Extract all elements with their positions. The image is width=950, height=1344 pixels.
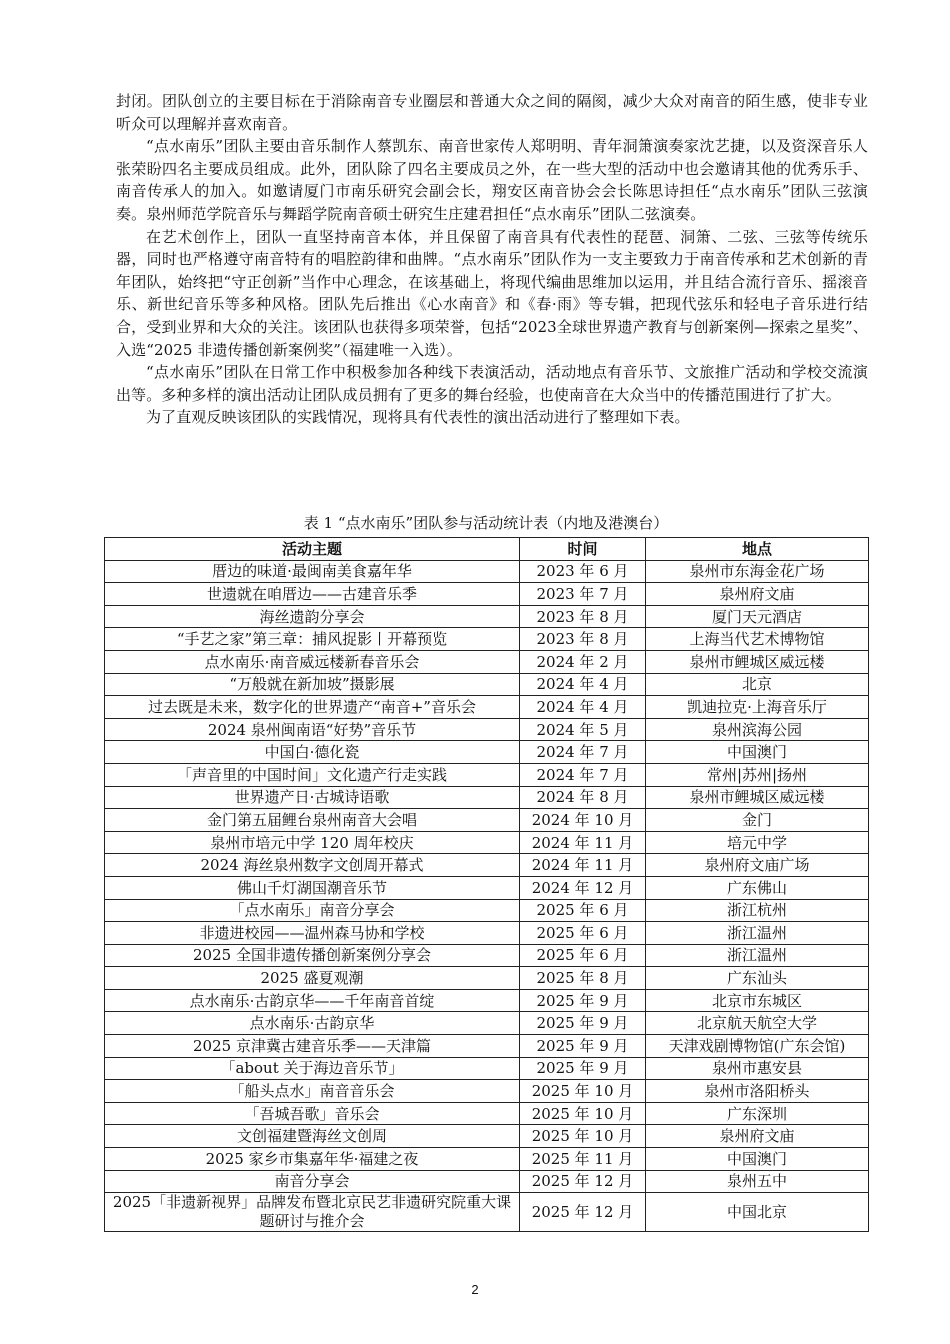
activity-cell: 「点水南乐」南音分享会: [105, 899, 520, 922]
paragraph: “点水南乐”团队主要由音乐制作人蔡凯东、南音世家传人郑明明、青年洞箫演奏家沈艺捷，以及资深音乐人张荣盼四名主要成员组成。此外，团队除了四名主要成员之外，在一些大型的活动中也会邀请其他的优秀乐手、南音传承人的加入。如邀请厦门市南乐研究会副会长，翔安区南音协会会长陈思诗担任“点水南乐”团队三弦演奏。泉州师范学院音乐与舞蹈学院南音硕士研究生庄建君担任“点水南乐”团队二弦演奏。: [116, 137, 868, 223]
activity-cell: 世遗就在咱厝边——古建音乐季: [105, 583, 520, 606]
activity-cell: 2025 全国非遗传播创新案例分享会: [105, 944, 520, 967]
time-cell: 2025 年 12 月: [520, 1170, 646, 1193]
paragraph: 为了直观反映该团队的实践情况，现将具有代表性的演出活动进行了整理如下表。: [146, 408, 690, 427]
time-cell: 2025 年 9 月: [520, 1012, 646, 1035]
table-row: [105, 628, 869, 651]
location-cell: 浙江温州: [646, 922, 869, 945]
header-time: 时间: [520, 538, 646, 561]
table-body: [105, 560, 869, 1232]
activity-cell: 2025 家乡市集嘉年华·福建之夜: [105, 1148, 520, 1171]
activity-cell: 过去既是未来，数字化的世界遗产“南音+”音乐会: [105, 696, 520, 719]
activity-cell: 2024 海丝泉州数字文创周开幕式: [105, 854, 520, 877]
time-cell: 2024 年 7 月: [520, 741, 646, 764]
table-header-row: [105, 538, 869, 561]
activity-cell: 文创福建暨海丝文创周: [105, 1125, 520, 1148]
table-row: [105, 876, 869, 899]
time-cell: 2025 年 6 月: [520, 944, 646, 967]
activity-cell: 2024 泉州闽南语“好势”音乐节: [105, 718, 520, 741]
table-row: [105, 718, 869, 741]
time-cell: 2025 年 9 月: [520, 1057, 646, 1080]
activity-cell: “万般就在新加坡”摄影展: [105, 673, 520, 696]
activity-cell: 厝边的味道·最闽南美食嘉年华: [105, 560, 520, 583]
location-cell: 中国澳门: [646, 1148, 869, 1171]
time-cell: 2024 年 4 月: [520, 673, 646, 696]
location-cell: 广东汕头: [646, 967, 869, 990]
time-cell: 2024 年 4 月: [520, 696, 646, 719]
table-row: [105, 763, 869, 786]
table-row: [105, 1125, 869, 1148]
location-cell: 浙江杭州: [646, 899, 869, 922]
activity-cell: 中国白·德化瓷: [105, 741, 520, 764]
location-cell: 上海当代艺术博物馆: [646, 628, 869, 651]
location-cell: 培元中学: [646, 831, 869, 854]
table-caption: 表 1 “点水南乐”团队参与活动统计表（内地及港澳台）: [303, 514, 669, 532]
table-row: [105, 809, 869, 832]
activity-cell: 「吾城吾歌」音乐会: [105, 1102, 520, 1125]
time-cell: 2025 年 9 月: [520, 1035, 646, 1058]
activity-cell: 佛山千灯湖国潮音乐节: [105, 876, 520, 899]
time-cell: 2024 年 11 月: [520, 854, 646, 877]
body-text: [116, 90, 868, 429]
time-cell: 2025 年 12 月: [520, 1193, 646, 1232]
time-cell: 2024 年 7 月: [520, 763, 646, 786]
time-cell: 2025 年 9 月: [520, 989, 646, 1012]
table-row: [105, 560, 869, 583]
location-cell: 北京航天航空大学: [646, 1012, 869, 1035]
table-row: [105, 583, 869, 606]
time-cell: 2025 年 8 月: [520, 967, 646, 990]
header-activity: 活动主题: [105, 538, 520, 561]
location-cell: 泉州市鲤城区威远楼: [646, 786, 869, 809]
time-cell: 2024 年 8 月: [520, 786, 646, 809]
time-cell: 2025 年 11 月: [520, 1148, 646, 1171]
location-cell: 泉州滨海公园: [646, 718, 869, 741]
table-row: [105, 944, 869, 967]
table-row: [105, 1148, 869, 1171]
activity-cell: 泉州市培元中学 120 周年校庆: [105, 831, 520, 854]
location-cell: 厦门天元酒店: [646, 605, 869, 628]
time-cell: 2023 年 8 月: [520, 605, 646, 628]
activity-cell: “手艺之家”第三章：捕风捉影丨开幕预览: [105, 628, 520, 651]
location-cell: 泉州市惠安县: [646, 1057, 869, 1080]
table-row: [105, 605, 869, 628]
time-cell: 2025 年 10 月: [520, 1080, 646, 1103]
time-cell: 2023 年 7 月: [520, 583, 646, 606]
location-cell: 泉州五中: [646, 1170, 869, 1193]
table-row: [105, 967, 869, 990]
table-row: [105, 1012, 869, 1035]
time-cell: 2024 年 11 月: [520, 831, 646, 854]
location-cell: 金门: [646, 809, 869, 832]
activity-cell: 「船头点水」南音音乐会: [105, 1080, 520, 1103]
location-cell: 浙江温州: [646, 944, 869, 967]
paragraph: 封闭。团队创立的主要目标在于消除南音专业圈层和普通大众之间的隔阂，减少大众对南音的陌生感，使非专业听众可以理解并喜欢南音。: [116, 92, 868, 133]
activity-cell: 点水南乐·南音威远楼新春音乐会: [105, 650, 520, 673]
activity-cell: 点水南乐·古韵京华——千年南音首绽: [105, 989, 520, 1012]
activity-cell: 南音分享会: [105, 1170, 520, 1193]
table-row: [105, 1170, 869, 1193]
location-cell: 泉州府文庙广场: [646, 854, 869, 877]
page-number: 2: [471, 1282, 479, 1297]
table-row: [105, 1193, 869, 1232]
time-cell: 2024 年 10 月: [520, 809, 646, 832]
location-cell: 泉州市鲤城区威远楼: [646, 650, 869, 673]
activity-cell: 点水南乐·古韵京华: [105, 1012, 520, 1035]
table-row: [105, 696, 869, 719]
location-cell: 常州|苏州|扬州: [646, 763, 869, 786]
location-cell: 天津戏剧博物馆(广东会馆): [646, 1035, 869, 1058]
location-cell: 泉州市东海金花广场: [646, 560, 869, 583]
activity-cell: 金门第五届鲤台泉州南音大会唱: [105, 809, 520, 832]
location-cell: 中国澳门: [646, 741, 869, 764]
table-row: [105, 854, 869, 877]
activity-cell: 世界遗产日·古城诗语歌: [105, 786, 520, 809]
time-cell: 2023 年 8 月: [520, 628, 646, 651]
table-row: [105, 786, 869, 809]
table-row: [105, 741, 869, 764]
time-cell: 2025 年 10 月: [520, 1102, 646, 1125]
location-cell: 广东深圳: [646, 1102, 869, 1125]
activity-cell: 海丝遗韵分享会: [105, 605, 520, 628]
activity-cell: 2025 盛夏观潮: [105, 967, 520, 990]
time-cell: 2023 年 6 月: [520, 560, 646, 583]
activity-cell: 2025 京津冀古建音乐季——天津篇: [105, 1035, 520, 1058]
activity-cell: 非遗进校园——温州森马协和学校: [105, 922, 520, 945]
header-location: 地点: [646, 538, 869, 561]
table-row: [105, 899, 869, 922]
table-row: [105, 1080, 869, 1103]
table-row: [105, 1035, 869, 1058]
time-cell: 2025 年 6 月: [520, 899, 646, 922]
time-cell: 2024 年 12 月: [520, 876, 646, 899]
table-row: [105, 1102, 869, 1125]
table-row: [105, 922, 869, 945]
table-row: [105, 1057, 869, 1080]
location-cell: 泉州市洛阳桥头: [646, 1080, 869, 1103]
activity-cell: 2025「非遗新视界」品牌发布暨北京民艺非遗研究院重大课题研讨与推介会: [105, 1193, 520, 1232]
paragraph: “点水南乐”团队在日常工作中积极参加各种线下表演活动，活动地点有音乐节、文旅推广活动和学校交流演出等。多种多样的演出活动让团队成员拥有了更多的舞台经验，也使南音在大众当中的传播范围进行了扩大。: [116, 363, 868, 404]
activity-cell: 「about 关于海边音乐节」: [105, 1057, 520, 1080]
paragraph: 在艺术创作上，团队一直坚持南音本体，并且保留了南音具有代表性的琵琶、洞箫、二弦、三弦等传统乐器，同时也严格遵守南音特有的唱腔韵律和曲牌。“点水南乐”团队作为一支主要致力于南音传承和艺术创新的青年团队，始终把“守正创新”当作中心理念，在该基础上，将现代编曲思维加以运用，并且结合流行音乐、摇滚音乐、新世纪音乐等多种风格。团队先后推出《心水南音》和《春·雨》等专辑，把现代弦乐和轻电子音乐进行结合，受到业界和大众的关注。该团队也获得多项荣誉，包括“2023全球世界遗产教育与创新案例—探索之星奖”、入选“2025 非遗传播创新案例奖”（福建唯一入选）。: [116, 227, 868, 359]
table-row: [105, 831, 869, 854]
table-row: [105, 989, 869, 1012]
time-cell: 2025 年 6 月: [520, 922, 646, 945]
location-cell: 泉州府文庙: [646, 1125, 869, 1148]
location-cell: 广东佛山: [646, 876, 869, 899]
activity-table: [104, 537, 869, 1232]
location-cell: 北京: [646, 673, 869, 696]
time-cell: 2024 年 5 月: [520, 718, 646, 741]
location-cell: 中国北京: [646, 1193, 869, 1232]
location-cell: 凯迪拉克·上海音乐厅: [646, 696, 869, 719]
table-row: [105, 673, 869, 696]
location-cell: 泉州府文庙: [646, 583, 869, 606]
table-row: [105, 650, 869, 673]
activity-cell: 「声音里的中国时间」文化遗产行走实践: [105, 763, 520, 786]
time-cell: 2024 年 2 月: [520, 650, 646, 673]
time-cell: 2025 年 10 月: [520, 1125, 646, 1148]
location-cell: 北京市东城区: [646, 989, 869, 1012]
